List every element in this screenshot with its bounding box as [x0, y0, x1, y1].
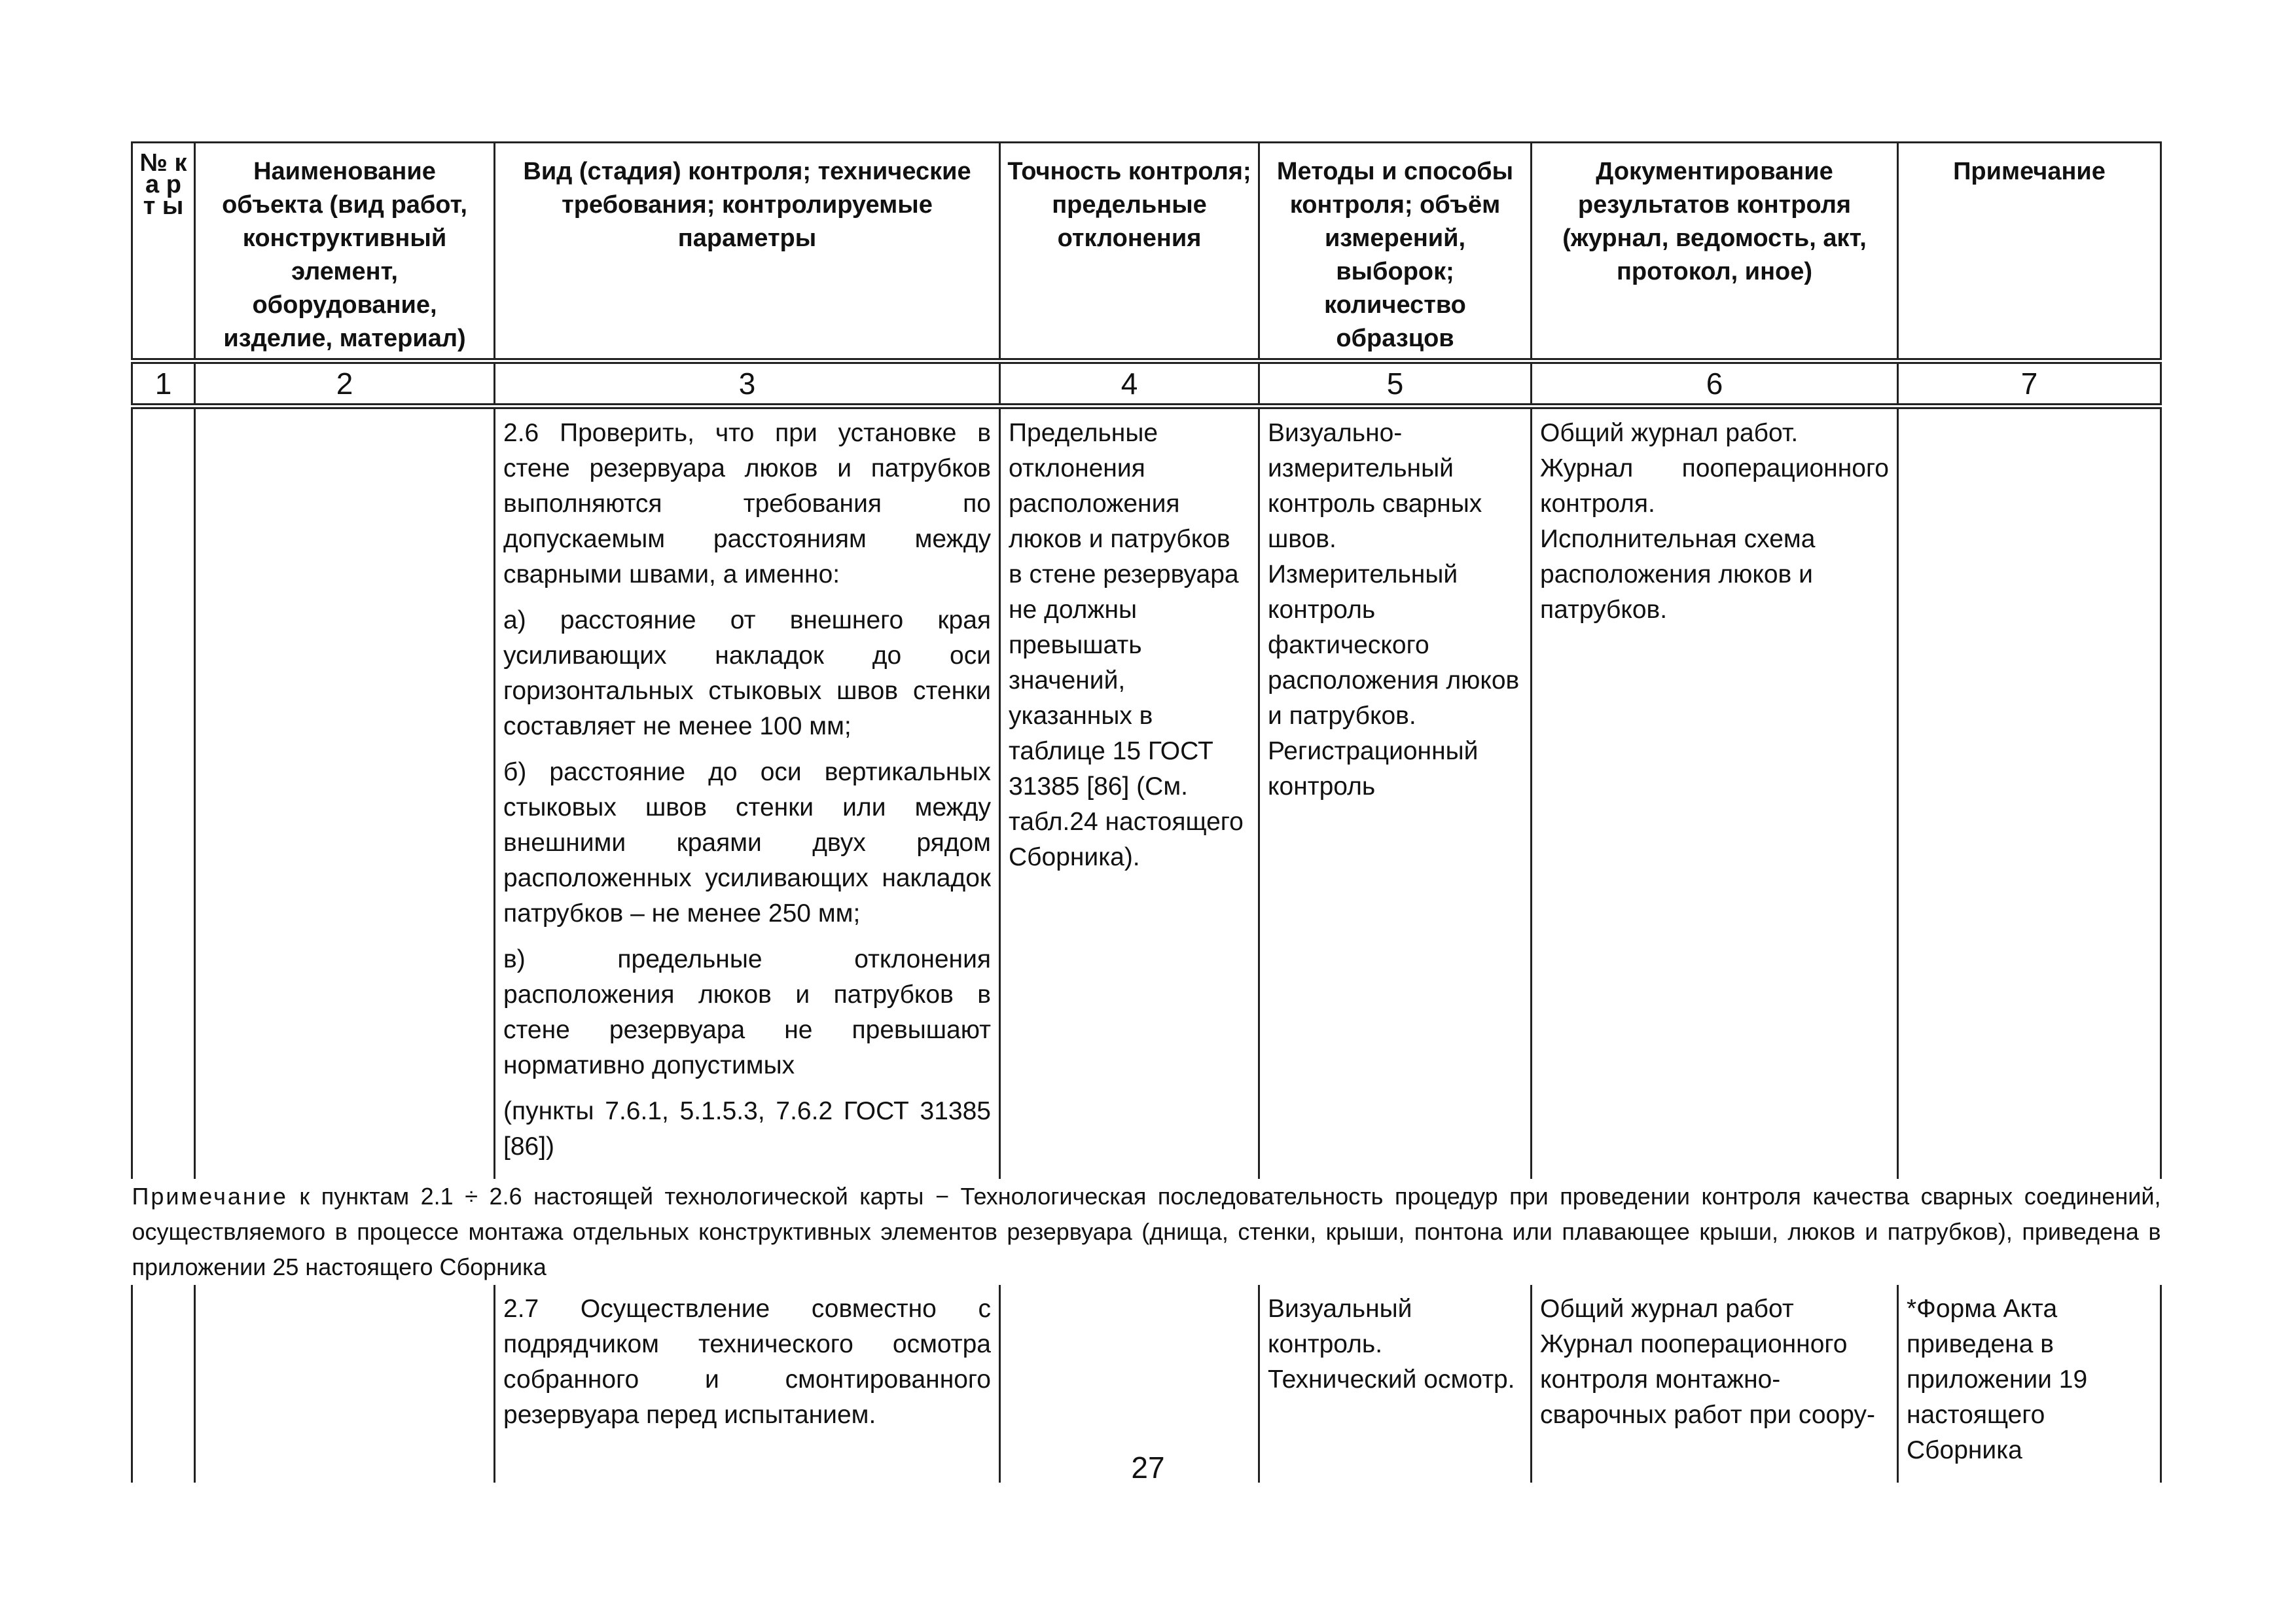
page-number: 27: [1131, 1451, 1165, 1485]
empty-cell: [195, 406, 495, 1180]
paragraph: *Форма Акта приведена в приложении 19 настоящего Сборника: [1907, 1295, 2088, 1464]
column-number: 1: [132, 361, 195, 406]
documentation-cell: [1532, 406, 1898, 1180]
header-object-name: Наименование объекта (вид работ, конструктивный элемент, оборудование, изделие, материал): [195, 143, 495, 361]
methods-cell: [1259, 406, 1532, 1180]
paragraph: Исполнительная схема расположения люков и патрубков.: [1540, 525, 1816, 624]
header-accuracy: Точность контроля; предельные отклонения: [1000, 143, 1259, 361]
control-table: [131, 141, 2162, 1483]
column-number-row: [132, 361, 2161, 406]
paragraph: 2.7 Осуществление совместно с подрядчиком технического осмотра собранного и смонтированного резервуара перед испытанием.: [503, 1295, 991, 1429]
column-number: 6: [1532, 361, 1898, 406]
column-number: 4: [1000, 361, 1259, 406]
paragraph: б) расстояние до оси вертикальных стыковых швов стенки или между внешними краями двух рядом расположенных усиливающих накладок патрубков – не менее 250 мм;: [503, 758, 991, 928]
header-card-number: № к а р т ы: [132, 143, 195, 361]
paragraph: Общий журнал работ Журнал пооперационного контроля монтажно-сварочных работ при соору-: [1540, 1295, 1875, 1429]
paragraph: в) предельные отклонения расположения люков и патрубков в стене резервуара не превышают нормативно допустимых: [503, 945, 991, 1079]
paragraph: Визуально-измерительный контроль сварных швов. Измерительный контроль фактического расположения люков и патрубков. Регистрационный контроль: [1268, 419, 1520, 801]
empty-cell: [1898, 406, 2161, 1180]
header-row: [132, 143, 2161, 361]
note-row: [132, 1179, 2161, 1285]
paragraph: Общий журнал работ.: [1540, 419, 1799, 447]
control-requirements-cell: [495, 406, 1000, 1180]
header-remark: Примечание: [1898, 143, 2161, 361]
column-number: 2: [195, 361, 495, 406]
paragraph: Визуальный контроль. Технический осмотр.: [1268, 1295, 1515, 1394]
header-documentation: Документирование результатов контроля (журнал, ведомость, акт, протокол, иное): [1532, 143, 1898, 361]
note-lead: Примечание: [132, 1183, 288, 1210]
column-number: 7: [1898, 361, 2161, 406]
column-number: 5: [1259, 361, 1532, 406]
note-cell: [132, 1179, 2161, 1285]
paragraph: 2.6 Проверить, что при установке в стене резервуара люков и патрубков выполняются требования по допускаемым расстояниям между сварными швами, а именно:: [503, 419, 991, 588]
column-number: 3: [495, 361, 1000, 406]
accuracy-cell: [1000, 406, 1259, 1180]
empty-cell: [132, 406, 195, 1180]
paragraph: Журнал пооперационного контроля.: [1540, 454, 1889, 518]
paragraph: Предельные отклонения расположения люков и патрубков в стене резервуара не должны превышать значений, указанных в таблице 15 ГОСТ 31385 [86] (См. табл.24 настоящего Сборника).: [1009, 419, 1244, 871]
paragraph: а) расстояние от внешнего края усиливающих накладок до оси горизонтальных стыковых швов стенки составляет не менее 100 мм;: [503, 606, 991, 740]
header-methods: Методы и способы контроля; объём измерений, выборок; количество образцов: [1259, 143, 1532, 361]
paragraph: (пункты 7.6.1, 5.1.5.3, 7.6.2 ГОСТ 31385 [86]): [503, 1097, 991, 1161]
header-control-type: Вид (стадия) контроля; технические требования; контролируемые параметры: [495, 143, 1000, 361]
note-text: к пунктам 2.1 ÷ 2.6 настоящей технологической карты − Технологическая последовательность процедур при проведении контроля качества сварных соединений, осуществляемого в процессе монтажа отдельных конструктивных элементов резервуара (днища, стенки, крыши, понтона или плавающее крыши, люков и патрубков), приведена в приложении 25 настоящего Сборника: [132, 1183, 2161, 1280]
table-row: [132, 406, 2161, 1180]
